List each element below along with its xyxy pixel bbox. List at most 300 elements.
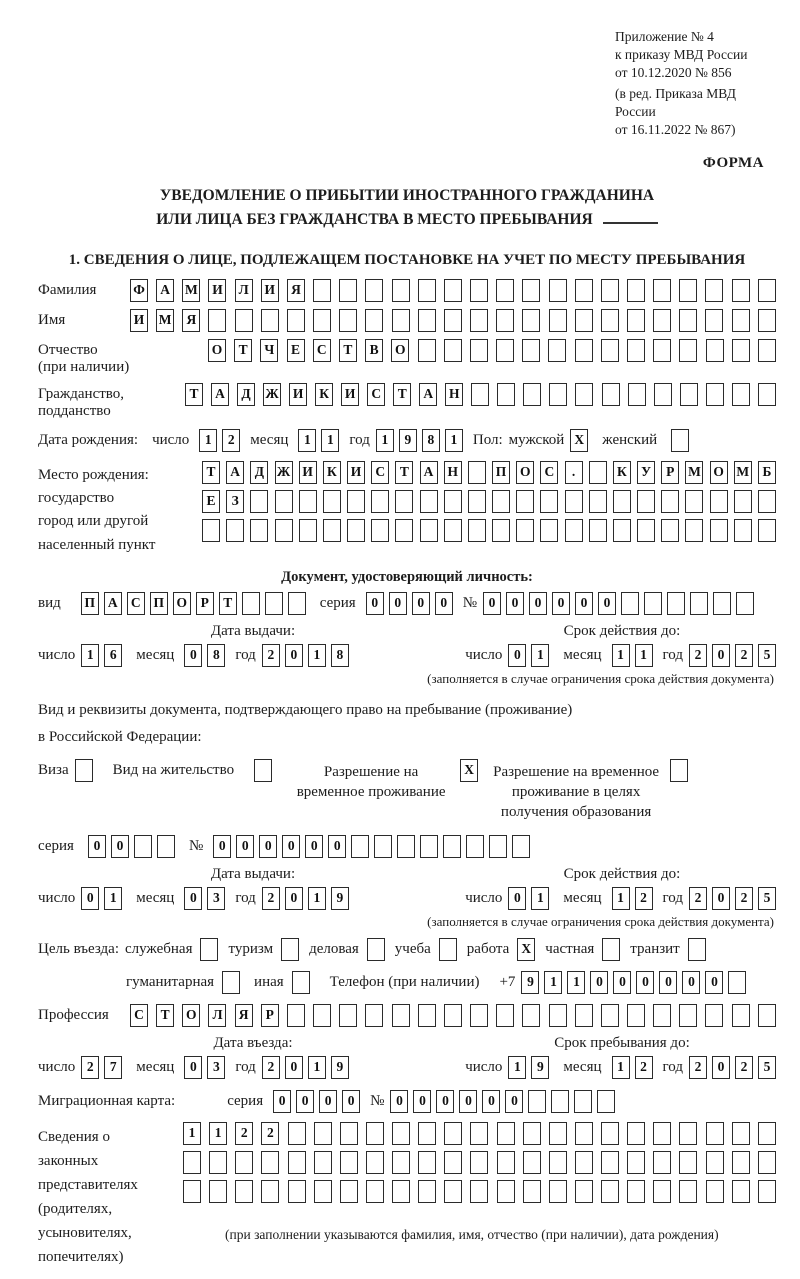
char-cell[interactable] bbox=[522, 309, 540, 332]
char-cell[interactable] bbox=[601, 1180, 619, 1203]
char-cell[interactable]: Ж bbox=[263, 383, 281, 406]
char-cell[interactable]: 0 bbox=[435, 592, 453, 615]
char-cell[interactable]: 1 bbox=[104, 887, 122, 910]
char-cell[interactable]: А bbox=[156, 279, 174, 302]
char-cell[interactable]: О bbox=[182, 1004, 200, 1027]
char-cell[interactable] bbox=[418, 279, 436, 302]
char-cell[interactable]: 0 bbox=[712, 1056, 730, 1079]
char-cell[interactable] bbox=[758, 339, 776, 362]
char-cell[interactable]: П bbox=[81, 592, 99, 615]
char-cell[interactable] bbox=[392, 1180, 410, 1203]
char-cell[interactable] bbox=[443, 835, 461, 858]
char-cell[interactable]: 2 bbox=[689, 644, 707, 667]
char-cell[interactable] bbox=[299, 519, 317, 542]
char-cell[interactable]: 0 bbox=[413, 1090, 431, 1113]
char-cell[interactable]: 2 bbox=[262, 1056, 280, 1079]
char-cell[interactable]: 2 bbox=[735, 887, 753, 910]
char-cell[interactable] bbox=[679, 339, 697, 362]
char-cell[interactable] bbox=[528, 1090, 546, 1113]
char-cell[interactable] bbox=[679, 279, 697, 302]
char-cell[interactable]: 0 bbox=[508, 887, 526, 910]
char-cell[interactable]: 0 bbox=[259, 835, 277, 858]
char-cell[interactable]: 0 bbox=[483, 592, 501, 615]
char-cell[interactable]: 9 bbox=[399, 429, 417, 452]
char-cell[interactable] bbox=[680, 383, 698, 406]
char-cell[interactable] bbox=[758, 519, 776, 542]
char-cell[interactable]: Б bbox=[758, 461, 776, 484]
humanitarian-checkbox[interactable] bbox=[222, 971, 240, 994]
char-cell[interactable] bbox=[540, 490, 558, 513]
char-cell[interactable] bbox=[758, 1151, 776, 1174]
char-cell[interactable]: А bbox=[211, 383, 229, 406]
char-cell[interactable] bbox=[601, 309, 619, 332]
char-cell[interactable] bbox=[653, 279, 671, 302]
char-cell[interactable]: 1 bbox=[544, 971, 562, 994]
char-cell[interactable] bbox=[470, 1122, 488, 1145]
char-cell[interactable] bbox=[601, 1004, 619, 1027]
char-cell[interactable] bbox=[653, 339, 671, 362]
char-cell[interactable]: И bbox=[261, 279, 279, 302]
sex-male-checkbox[interactable]: X bbox=[570, 429, 588, 452]
char-cell[interactable] bbox=[523, 1122, 541, 1145]
char-cell[interactable]: 0 bbox=[390, 1090, 408, 1113]
char-cell[interactable]: Т bbox=[202, 461, 220, 484]
char-cell[interactable] bbox=[392, 1151, 410, 1174]
char-cell[interactable]: 9 bbox=[331, 887, 349, 910]
char-cell[interactable]: . bbox=[565, 461, 583, 484]
char-cell[interactable] bbox=[705, 279, 723, 302]
char-cell[interactable]: С bbox=[540, 461, 558, 484]
char-cell[interactable] bbox=[679, 309, 697, 332]
char-cell[interactable]: 2 bbox=[735, 644, 753, 667]
char-cell[interactable] bbox=[299, 490, 317, 513]
char-cell[interactable]: 1 bbox=[567, 971, 585, 994]
char-cell[interactable]: Р bbox=[261, 1004, 279, 1027]
char-cell[interactable] bbox=[706, 1122, 724, 1145]
char-cell[interactable] bbox=[250, 490, 268, 513]
char-cell[interactable] bbox=[523, 1151, 541, 1174]
private-checkbox[interactable] bbox=[602, 938, 620, 961]
char-cell[interactable]: 9 bbox=[521, 971, 539, 994]
char-cell[interactable]: Я bbox=[235, 1004, 253, 1027]
char-cell[interactable] bbox=[374, 835, 392, 858]
char-cell[interactable] bbox=[323, 519, 341, 542]
char-cell[interactable]: 0 bbox=[328, 835, 346, 858]
char-cell[interactable] bbox=[758, 1004, 776, 1027]
char-cell[interactable]: О bbox=[710, 461, 728, 484]
char-cell[interactable]: Т bbox=[185, 383, 203, 406]
temp-residence-checkbox[interactable]: X bbox=[460, 759, 478, 782]
char-cell[interactable]: И bbox=[208, 279, 226, 302]
char-cell[interactable]: 0 bbox=[505, 1090, 523, 1113]
char-cell[interactable]: А bbox=[419, 383, 437, 406]
char-cell[interactable] bbox=[392, 1122, 410, 1145]
char-cell[interactable] bbox=[470, 1004, 488, 1027]
other-checkbox[interactable] bbox=[292, 971, 310, 994]
char-cell[interactable] bbox=[627, 1180, 645, 1203]
char-cell[interactable]: 0 bbox=[111, 835, 129, 858]
char-cell[interactable] bbox=[371, 490, 389, 513]
char-cell[interactable] bbox=[444, 1151, 462, 1174]
char-cell[interactable] bbox=[597, 1090, 615, 1113]
char-cell[interactable] bbox=[516, 519, 534, 542]
char-cell[interactable] bbox=[209, 1180, 227, 1203]
char-cell[interactable] bbox=[758, 279, 776, 302]
char-cell[interactable]: 0 bbox=[712, 887, 730, 910]
char-cell[interactable] bbox=[710, 519, 728, 542]
char-cell[interactable] bbox=[551, 1090, 569, 1113]
char-cell[interactable] bbox=[685, 490, 703, 513]
char-cell[interactable]: И bbox=[130, 309, 148, 332]
char-cell[interactable] bbox=[492, 519, 510, 542]
char-cell[interactable] bbox=[444, 1180, 462, 1203]
char-cell[interactable] bbox=[706, 383, 724, 406]
char-cell[interactable]: 3 bbox=[207, 887, 225, 910]
char-cell[interactable]: 0 bbox=[436, 1090, 454, 1113]
tourism-checkbox[interactable] bbox=[281, 938, 299, 961]
char-cell[interactable] bbox=[728, 971, 746, 994]
char-cell[interactable] bbox=[706, 339, 724, 362]
char-cell[interactable]: П bbox=[492, 461, 510, 484]
char-cell[interactable] bbox=[549, 1122, 567, 1145]
char-cell[interactable]: 1 bbox=[445, 429, 463, 452]
char-cell[interactable] bbox=[489, 835, 507, 858]
char-cell[interactable] bbox=[516, 490, 534, 513]
char-cell[interactable] bbox=[654, 383, 672, 406]
work-checkbox[interactable]: X bbox=[517, 938, 535, 961]
char-cell[interactable] bbox=[574, 1090, 592, 1113]
char-cell[interactable]: 2 bbox=[261, 1122, 279, 1145]
char-cell[interactable] bbox=[275, 490, 293, 513]
char-cell[interactable]: Я bbox=[287, 279, 305, 302]
char-cell[interactable] bbox=[496, 279, 514, 302]
char-cell[interactable] bbox=[392, 279, 410, 302]
char-cell[interactable] bbox=[575, 279, 593, 302]
char-cell[interactable] bbox=[395, 490, 413, 513]
char-cell[interactable] bbox=[418, 339, 436, 362]
char-cell[interactable]: С bbox=[127, 592, 145, 615]
char-cell[interactable]: 0 bbox=[598, 592, 616, 615]
char-cell[interactable] bbox=[575, 339, 593, 362]
char-cell[interactable] bbox=[732, 1004, 750, 1027]
char-cell[interactable]: Д bbox=[237, 383, 255, 406]
char-cell[interactable] bbox=[392, 309, 410, 332]
char-cell[interactable]: 0 bbox=[88, 835, 106, 858]
char-cell[interactable] bbox=[653, 1151, 671, 1174]
char-cell[interactable] bbox=[589, 519, 607, 542]
char-cell[interactable]: 0 bbox=[682, 971, 700, 994]
char-cell[interactable] bbox=[627, 1122, 645, 1145]
char-cell[interactable] bbox=[365, 279, 383, 302]
char-cell[interactable] bbox=[444, 1122, 462, 1145]
char-cell[interactable]: 0 bbox=[273, 1090, 291, 1113]
char-cell[interactable] bbox=[418, 1004, 436, 1027]
char-cell[interactable]: К bbox=[315, 383, 333, 406]
visa-checkbox[interactable] bbox=[75, 759, 93, 782]
char-cell[interactable]: Т bbox=[393, 383, 411, 406]
char-cell[interactable] bbox=[208, 309, 226, 332]
char-cell[interactable] bbox=[470, 1180, 488, 1203]
char-cell[interactable] bbox=[313, 279, 331, 302]
char-cell[interactable] bbox=[340, 1122, 358, 1145]
char-cell[interactable]: 1 bbox=[508, 1056, 526, 1079]
char-cell[interactable] bbox=[339, 1004, 357, 1027]
char-cell[interactable] bbox=[397, 835, 415, 858]
char-cell[interactable] bbox=[250, 519, 268, 542]
char-cell[interactable]: Р bbox=[661, 461, 679, 484]
char-cell[interactable] bbox=[365, 309, 383, 332]
char-cell[interactable] bbox=[288, 1151, 306, 1174]
char-cell[interactable]: С bbox=[130, 1004, 148, 1027]
char-cell[interactable] bbox=[601, 279, 619, 302]
char-cell[interactable]: 1 bbox=[612, 887, 630, 910]
char-cell[interactable] bbox=[653, 1004, 671, 1027]
char-cell[interactable]: 0 bbox=[508, 644, 526, 667]
char-cell[interactable] bbox=[134, 835, 152, 858]
char-cell[interactable]: И bbox=[347, 461, 365, 484]
char-cell[interactable]: Л bbox=[235, 279, 253, 302]
char-cell[interactable] bbox=[466, 835, 484, 858]
char-cell[interactable]: 1 bbox=[531, 644, 549, 667]
char-cell[interactable] bbox=[420, 835, 438, 858]
char-cell[interactable]: О bbox=[516, 461, 534, 484]
char-cell[interactable] bbox=[157, 835, 175, 858]
char-cell[interactable]: 0 bbox=[412, 592, 430, 615]
char-cell[interactable] bbox=[549, 1151, 567, 1174]
char-cell[interactable] bbox=[470, 279, 488, 302]
char-cell[interactable] bbox=[734, 490, 752, 513]
char-cell[interactable] bbox=[497, 1180, 515, 1203]
char-cell[interactable] bbox=[685, 519, 703, 542]
char-cell[interactable] bbox=[497, 1151, 515, 1174]
char-cell[interactable] bbox=[261, 1151, 279, 1174]
char-cell[interactable] bbox=[395, 519, 413, 542]
char-cell[interactable] bbox=[758, 490, 776, 513]
char-cell[interactable]: 8 bbox=[331, 644, 349, 667]
char-cell[interactable] bbox=[522, 1004, 540, 1027]
char-cell[interactable]: 0 bbox=[81, 887, 99, 910]
char-cell[interactable]: 0 bbox=[575, 592, 593, 615]
char-cell[interactable] bbox=[732, 1151, 750, 1174]
char-cell[interactable] bbox=[497, 1122, 515, 1145]
char-cell[interactable] bbox=[496, 1004, 514, 1027]
char-cell[interactable]: 0 bbox=[285, 1056, 303, 1079]
char-cell[interactable]: 1 bbox=[183, 1122, 201, 1145]
char-cell[interactable] bbox=[323, 490, 341, 513]
char-cell[interactable] bbox=[496, 339, 514, 362]
char-cell[interactable]: Ж bbox=[275, 461, 293, 484]
char-cell[interactable]: 2 bbox=[735, 1056, 753, 1079]
char-cell[interactable] bbox=[667, 592, 685, 615]
char-cell[interactable]: Т bbox=[234, 339, 252, 362]
char-cell[interactable] bbox=[627, 1151, 645, 1174]
char-cell[interactable] bbox=[287, 309, 305, 332]
char-cell[interactable]: 0 bbox=[613, 971, 631, 994]
char-cell[interactable]: 5 bbox=[758, 1056, 776, 1079]
char-cell[interactable]: 1 bbox=[376, 429, 394, 452]
char-cell[interactable]: Д bbox=[250, 461, 268, 484]
char-cell[interactable]: 2 bbox=[81, 1056, 99, 1079]
char-cell[interactable] bbox=[420, 490, 438, 513]
char-cell[interactable]: 9 bbox=[531, 1056, 549, 1079]
char-cell[interactable]: 2 bbox=[222, 429, 240, 452]
char-cell[interactable]: 1 bbox=[209, 1122, 227, 1145]
char-cell[interactable] bbox=[288, 1180, 306, 1203]
char-cell[interactable] bbox=[589, 461, 607, 484]
char-cell[interactable] bbox=[705, 309, 723, 332]
char-cell[interactable]: Т bbox=[339, 339, 357, 362]
char-cell[interactable] bbox=[202, 519, 220, 542]
char-cell[interactable]: 2 bbox=[235, 1122, 253, 1145]
char-cell[interactable]: 8 bbox=[422, 429, 440, 452]
char-cell[interactable] bbox=[549, 1180, 567, 1203]
char-cell[interactable] bbox=[732, 339, 750, 362]
char-cell[interactable]: Т bbox=[395, 461, 413, 484]
char-cell[interactable] bbox=[314, 1151, 332, 1174]
char-cell[interactable] bbox=[601, 1122, 619, 1145]
char-cell[interactable] bbox=[565, 519, 583, 542]
char-cell[interactable] bbox=[339, 279, 357, 302]
char-cell[interactable] bbox=[627, 1004, 645, 1027]
char-cell[interactable] bbox=[613, 519, 631, 542]
char-cell[interactable]: Е bbox=[287, 339, 305, 362]
char-cell[interactable] bbox=[602, 383, 620, 406]
char-cell[interactable] bbox=[549, 383, 567, 406]
char-cell[interactable] bbox=[183, 1180, 201, 1203]
char-cell[interactable] bbox=[339, 309, 357, 332]
char-cell[interactable]: 1 bbox=[612, 644, 630, 667]
char-cell[interactable]: К bbox=[613, 461, 631, 484]
char-cell[interactable] bbox=[637, 490, 655, 513]
char-cell[interactable] bbox=[732, 1180, 750, 1203]
char-cell[interactable]: 0 bbox=[659, 971, 677, 994]
char-cell[interactable]: К bbox=[323, 461, 341, 484]
char-cell[interactable] bbox=[418, 309, 436, 332]
char-cell[interactable]: З bbox=[226, 490, 244, 513]
char-cell[interactable] bbox=[523, 383, 541, 406]
char-cell[interactable] bbox=[548, 339, 566, 362]
char-cell[interactable] bbox=[365, 1004, 383, 1027]
char-cell[interactable] bbox=[627, 309, 645, 332]
char-cell[interactable] bbox=[444, 490, 462, 513]
char-cell[interactable]: 0 bbox=[184, 887, 202, 910]
char-cell[interactable] bbox=[366, 1151, 384, 1174]
char-cell[interactable]: 2 bbox=[689, 887, 707, 910]
char-cell[interactable]: 0 bbox=[482, 1090, 500, 1113]
char-cell[interactable]: 0 bbox=[236, 835, 254, 858]
char-cell[interactable] bbox=[313, 1004, 331, 1027]
char-cell[interactable]: У bbox=[637, 461, 655, 484]
char-cell[interactable] bbox=[261, 1180, 279, 1203]
char-cell[interactable]: 0 bbox=[296, 1090, 314, 1113]
char-cell[interactable] bbox=[601, 1151, 619, 1174]
char-cell[interactable]: Р bbox=[196, 592, 214, 615]
char-cell[interactable] bbox=[679, 1151, 697, 1174]
char-cell[interactable]: 0 bbox=[305, 835, 323, 858]
char-cell[interactable]: 0 bbox=[184, 644, 202, 667]
char-cell[interactable] bbox=[444, 339, 462, 362]
char-cell[interactable] bbox=[261, 309, 279, 332]
char-cell[interactable]: 9 bbox=[331, 1056, 349, 1079]
char-cell[interactable]: 3 bbox=[207, 1056, 225, 1079]
char-cell[interactable] bbox=[565, 490, 583, 513]
char-cell[interactable] bbox=[637, 519, 655, 542]
char-cell[interactable] bbox=[705, 1004, 723, 1027]
char-cell[interactable] bbox=[653, 309, 671, 332]
char-cell[interactable]: 2 bbox=[689, 1056, 707, 1079]
char-cell[interactable]: Н bbox=[445, 383, 463, 406]
char-cell[interactable]: 1 bbox=[199, 429, 217, 452]
char-cell[interactable] bbox=[313, 309, 331, 332]
char-cell[interactable] bbox=[351, 835, 369, 858]
char-cell[interactable] bbox=[471, 383, 489, 406]
char-cell[interactable]: 0 bbox=[636, 971, 654, 994]
char-cell[interactable] bbox=[287, 1004, 305, 1027]
char-cell[interactable]: 0 bbox=[282, 835, 300, 858]
char-cell[interactable]: 1 bbox=[81, 644, 99, 667]
char-cell[interactable] bbox=[758, 383, 776, 406]
char-cell[interactable] bbox=[265, 592, 283, 615]
char-cell[interactable] bbox=[340, 1151, 358, 1174]
char-cell[interactable]: 0 bbox=[459, 1090, 477, 1113]
char-cell[interactable] bbox=[468, 461, 486, 484]
char-cell[interactable]: 1 bbox=[298, 429, 316, 452]
char-cell[interactable] bbox=[492, 490, 510, 513]
char-cell[interactable] bbox=[418, 1151, 436, 1174]
char-cell[interactable]: 0 bbox=[389, 592, 407, 615]
char-cell[interactable]: 0 bbox=[552, 592, 570, 615]
char-cell[interactable]: 1 bbox=[308, 644, 326, 667]
char-cell[interactable] bbox=[392, 1004, 410, 1027]
char-cell[interactable] bbox=[627, 339, 645, 362]
char-cell[interactable]: С bbox=[367, 383, 385, 406]
char-cell[interactable] bbox=[347, 490, 365, 513]
char-cell[interactable]: 0 bbox=[213, 835, 231, 858]
char-cell[interactable] bbox=[575, 1151, 593, 1174]
char-cell[interactable]: 6 bbox=[104, 644, 122, 667]
char-cell[interactable] bbox=[589, 490, 607, 513]
char-cell[interactable] bbox=[371, 519, 389, 542]
char-cell[interactable] bbox=[661, 490, 679, 513]
char-cell[interactable] bbox=[549, 1004, 567, 1027]
char-cell[interactable]: 0 bbox=[712, 644, 730, 667]
char-cell[interactable]: М bbox=[734, 461, 752, 484]
char-cell[interactable] bbox=[621, 592, 639, 615]
char-cell[interactable]: П bbox=[150, 592, 168, 615]
official-checkbox[interactable] bbox=[200, 938, 218, 961]
char-cell[interactable]: 8 bbox=[207, 644, 225, 667]
char-cell[interactable]: Л bbox=[208, 1004, 226, 1027]
char-cell[interactable]: Н bbox=[444, 461, 462, 484]
char-cell[interactable] bbox=[444, 519, 462, 542]
char-cell[interactable] bbox=[226, 519, 244, 542]
study-checkbox[interactable] bbox=[439, 938, 457, 961]
char-cell[interactable] bbox=[732, 1122, 750, 1145]
char-cell[interactable] bbox=[209, 1151, 227, 1174]
char-cell[interactable]: 0 bbox=[184, 1056, 202, 1079]
char-cell[interactable]: С bbox=[371, 461, 389, 484]
char-cell[interactable] bbox=[653, 1122, 671, 1145]
char-cell[interactable] bbox=[418, 1180, 436, 1203]
char-cell[interactable] bbox=[314, 1122, 332, 1145]
char-cell[interactable]: М bbox=[685, 461, 703, 484]
char-cell[interactable]: 0 bbox=[285, 887, 303, 910]
char-cell[interactable]: 2 bbox=[262, 887, 280, 910]
char-cell[interactable] bbox=[653, 1180, 671, 1203]
char-cell[interactable] bbox=[512, 835, 530, 858]
char-cell[interactable]: 1 bbox=[531, 887, 549, 910]
char-cell[interactable] bbox=[242, 592, 260, 615]
